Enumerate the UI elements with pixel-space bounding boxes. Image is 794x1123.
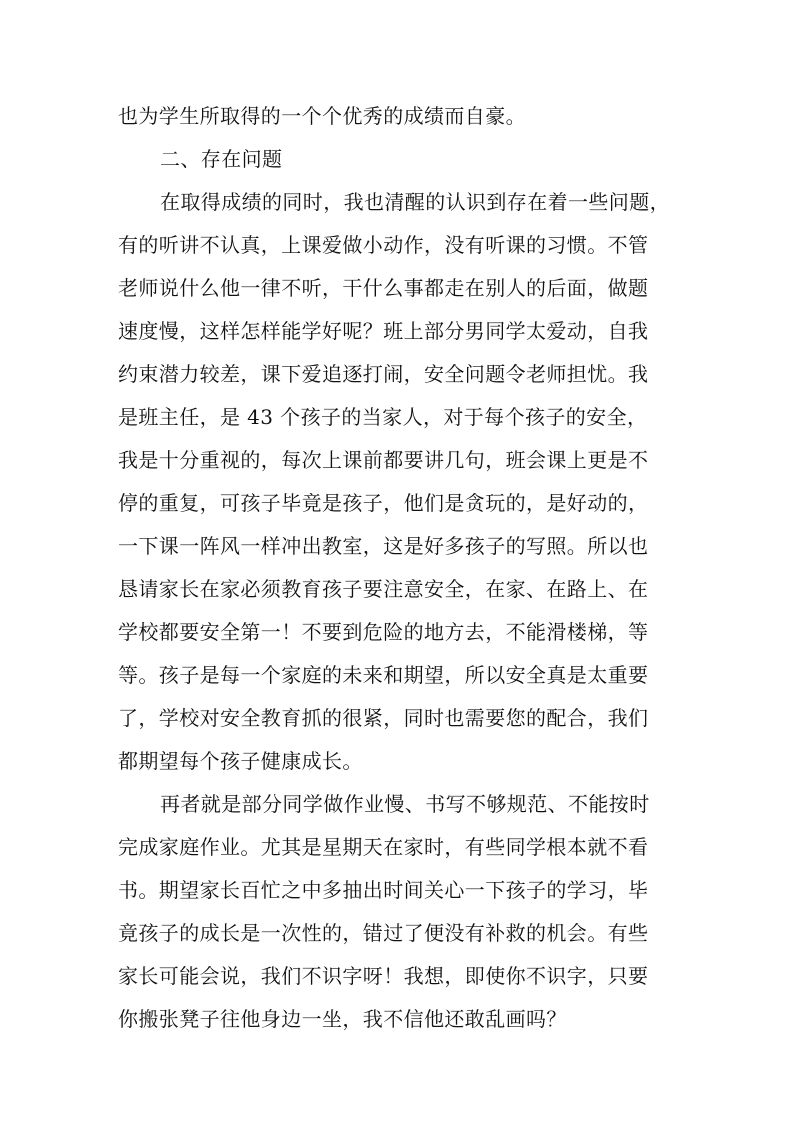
paragraph-line: 速度慢，这样怎样能学好呢？班上部分男同学太爱动，自我 — [118, 319, 649, 343]
paragraph-line: 家长可能会说，我们不识字呀！我想，即使你不识字，只要 — [118, 964, 649, 988]
paragraph-line: 学校都要安全第一！不要到危险的地方去，不能滑楼梯，等 — [118, 620, 649, 644]
paragraph-line: 在取得成绩的同时，我也清醒的认识到存在着一些问题， — [160, 190, 670, 214]
paragraph-line: 完成家庭作业。尤其是星期天在家时，有些同学根本就不看 — [118, 835, 649, 859]
paragraph-line: 有的听讲不认真，上课爱做小动作，没有听课的习惯。不管 — [118, 233, 649, 257]
paragraph-line: 我是十分重视的，每次上课前都要讲几句，班会课上更是不 — [118, 448, 649, 472]
paragraph-line: 再者就是部分同学做作业慢、书写不够规范、不能按时 — [160, 792, 650, 816]
paragraph-line: 是班主任，是 43 个孩子的当家人，对于每个孩子的安全， — [118, 405, 648, 429]
paragraph-line: 一下课一阵风一样冲出教室，这是好多孩子的写照。所以也 — [118, 534, 649, 558]
paragraph-line: 停的重复，可孩子毕竟是孩子，他们是贪玩的，是好动的， — [118, 491, 649, 515]
paragraph-line: 恳请家长在家必须教育孩子要注意安全，在家、在路上、在 — [118, 577, 649, 601]
paragraph-line: 了，学校对安全教育抓的很紧，同时也需要您的配合，我们 — [118, 706, 649, 730]
paragraph-line: 竟孩子的成长是一次性的，错过了便没有补救的机会。有些 — [118, 921, 649, 945]
paragraph-line: 老师说什么他一律不听，干什么事都走在别人的后面，做题 — [118, 276, 649, 300]
section-heading: 二、存在问题 — [160, 147, 283, 171]
paragraph-line: 你搬张凳子往他身边一坐，我不信他还敢乱画吗？ — [118, 1007, 567, 1031]
paragraph-line: 也为学生所取得的一个个优秀的成绩而自豪。 — [118, 104, 526, 128]
paragraph-line: 都期望每个孩子健康成长。 — [118, 749, 363, 773]
paragraph-line: 等。孩子是每一个家庭的未来和期望，所以安全真是太重要 — [118, 663, 649, 687]
paragraph-line: 书。期望家长百忙之中多抽出时间关心一下孩子的学习，毕 — [118, 878, 649, 902]
paragraph-line: 约束潜力较差，课下爱追逐打闹，安全问题令老师担忧。我 — [118, 362, 649, 386]
